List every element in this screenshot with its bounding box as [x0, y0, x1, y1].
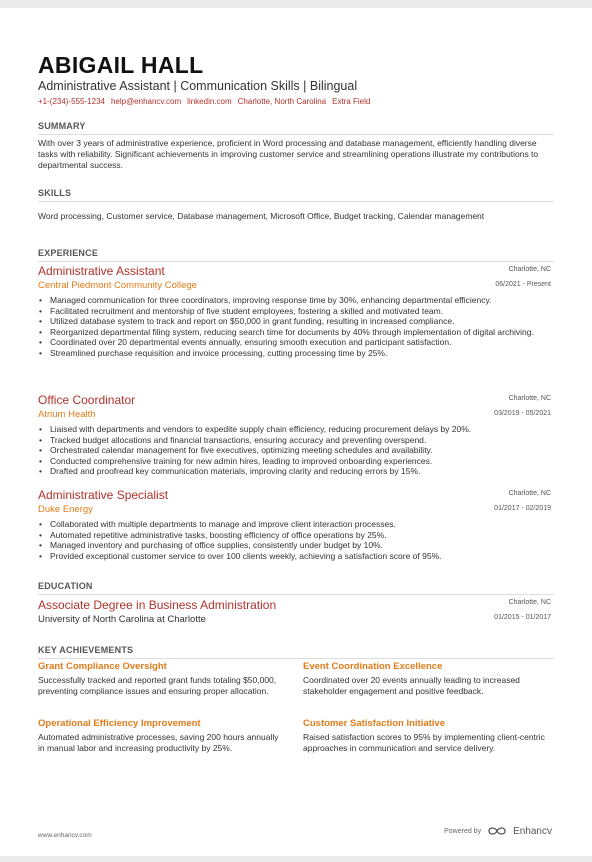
- powered-by-label: Powered by: [444, 827, 482, 835]
- achievement-title: Grant Compliance Oversight: [38, 661, 167, 672]
- job-bullets: [38, 295, 550, 359]
- education-location: Charlotte, NC: [508, 599, 551, 606]
- candidate-name: ABIGAIL HALL: [38, 52, 204, 78]
- experience-heading: EXPERIENCE: [38, 248, 99, 258]
- achievements-heading: KEY ACHIEVEMENTS: [38, 645, 134, 655]
- job-dates: 01/2017 - 02/2019: [494, 505, 551, 512]
- job-location: Charlotte, NC: [508, 266, 551, 273]
- list-item: • Automated repetitive administrative tasks, boosting efficiency of office operations by 25%.: [38, 530, 550, 541]
- job-location: Charlotte, NC: [508, 490, 551, 497]
- list-item: • Utilized database system to track and report on $50,000 in grant funding, resulting in increased compliance.: [38, 316, 550, 327]
- job-company: Duke Energy: [38, 504, 93, 515]
- degree-title: Associate Degree in Business Administration: [38, 598, 277, 612]
- achievement-text: Automated administrative processes, saving 200 hours annually in manual labor and increasing productivity by 25%.: [38, 732, 279, 753]
- contact-line: [38, 97, 376, 106]
- list-item: • Orchestrated calendar management for five executives, optimizing meeting schedules and availability.: [38, 445, 550, 456]
- achievement-text: Successfully tracked and reported grant funds totaling $50,000, preventing compliance issues and ensuring proper allocation.: [38, 675, 277, 696]
- list-item: • Facilitated recruitment and mentorship of five student employees, fostering a skilled and motivated team.: [38, 306, 550, 317]
- job-dates: 03/2019 - 05/2021: [494, 410, 551, 417]
- contact-location: Charlotte, North Carolina: [237, 97, 327, 106]
- list-item: • Tracked budget allocations and financial transactions, ensuring accuracy and preventing overspend.: [38, 435, 550, 446]
- contact-phone: +1-(234)-555-1234: [38, 97, 105, 106]
- list-item: • Conducted comprehensive training for new admin hires, leading to improved onboarding experiences.: [38, 456, 550, 467]
- education-dates: 01/2015 - 01/2017: [494, 614, 551, 621]
- list-item: • Reorganized departmental filing system, reducing search time for documents by 40% through implementation of digital archiving.: [38, 327, 550, 338]
- contact-extra: Extra Field: [332, 97, 371, 106]
- job-dates: 06/2021 - Present: [495, 281, 551, 288]
- list-item: • Collaborated with multiple departments to manage and improve client interaction processes.: [38, 519, 550, 530]
- achievement-title: Customer Satisfaction Initiative: [303, 718, 446, 729]
- job-company: Central Piedmont Community College: [38, 280, 197, 291]
- education-heading: EDUCATION: [38, 581, 93, 591]
- headline: Administrative Assistant | Communication Skills | Bilingual: [38, 79, 358, 93]
- contact-linkedin[interactable]: linkedin.com: [187, 97, 232, 106]
- school-name: University of North Carolina at Charlotte: [38, 614, 206, 625]
- footer-url[interactable]: www.enhancv.com: [38, 832, 92, 839]
- list-item: • Managed inventory and purchasing of office supplies, consistently under budget by 10%.: [38, 540, 550, 551]
- skills-divider: [38, 201, 554, 202]
- contact-email[interactable]: help@enhancv.com: [110, 97, 182, 106]
- list-item: • Streamlined purchase requisition and invoice processing, cutting processing time by 25%.: [38, 348, 550, 359]
- achievement-text: Coordinated over 20 events annually leading to increased stakeholder engagement and positive feedback.: [303, 675, 520, 696]
- list-item: • Provided exceptional customer service to over 100 clients weekly, achieving a satisfaction score of 95%.: [38, 551, 550, 562]
- enhancv-logo-icon: [487, 825, 507, 837]
- job-bullets: [38, 519, 550, 561]
- education-divider: [38, 594, 554, 595]
- achievement-title: Operational Efficiency Improvement: [38, 718, 201, 729]
- list-item: • Drafted and proofread key communication materials, improving clarity and reducing errors by 15%.: [38, 466, 550, 477]
- job-company: Atrium Health: [38, 409, 96, 420]
- job-title: Administrative Specialist: [38, 488, 169, 502]
- list-item: • Coordinated over 20 departmental events annually, ensuring smooth execution and participant satisfaction.: [38, 337, 550, 348]
- footer-brand: [444, 825, 552, 837]
- achievement-text: Raised satisfaction scores to 95% by implementing client-centric approaches in communication and service delivery.: [303, 732, 545, 753]
- experience-divider: [38, 261, 554, 262]
- summary-divider: [38, 134, 554, 135]
- job-bullets: [38, 424, 550, 477]
- achievements-divider: [38, 658, 554, 659]
- achievement-title: Event Coordination Excellence: [303, 661, 443, 672]
- brand-name: Enhancv: [513, 825, 552, 837]
- summary-text: With over 3 years of administrative experience, proficient in Word processing and database management, efficiently handling diverse tasks with reliability. Significant achievements in improving customer service and streamlining operations illustrate my contributions to departmental success.: [38, 138, 539, 170]
- skills-heading: SKILLS: [38, 188, 72, 198]
- list-item: • Managed communication for three coordinators, improving response time by 30%, enhancing departmental efficiency.: [38, 295, 550, 306]
- resume-page: [0, 8, 592, 856]
- job-title: Office Coordinator: [38, 393, 136, 407]
- summary-heading: SUMMARY: [38, 121, 86, 131]
- list-item: • Liaised with departments and vendors to expedite supply chain efficiency, reducing procurement delays by 20%.: [38, 424, 550, 435]
- job-title: Administrative Assistant: [38, 264, 165, 278]
- job-location: Charlotte, NC: [508, 395, 551, 402]
- skills-text: Word processing, Customer service, Database management, Microsoft Office, Budget tracking, Calendar management: [38, 211, 485, 221]
